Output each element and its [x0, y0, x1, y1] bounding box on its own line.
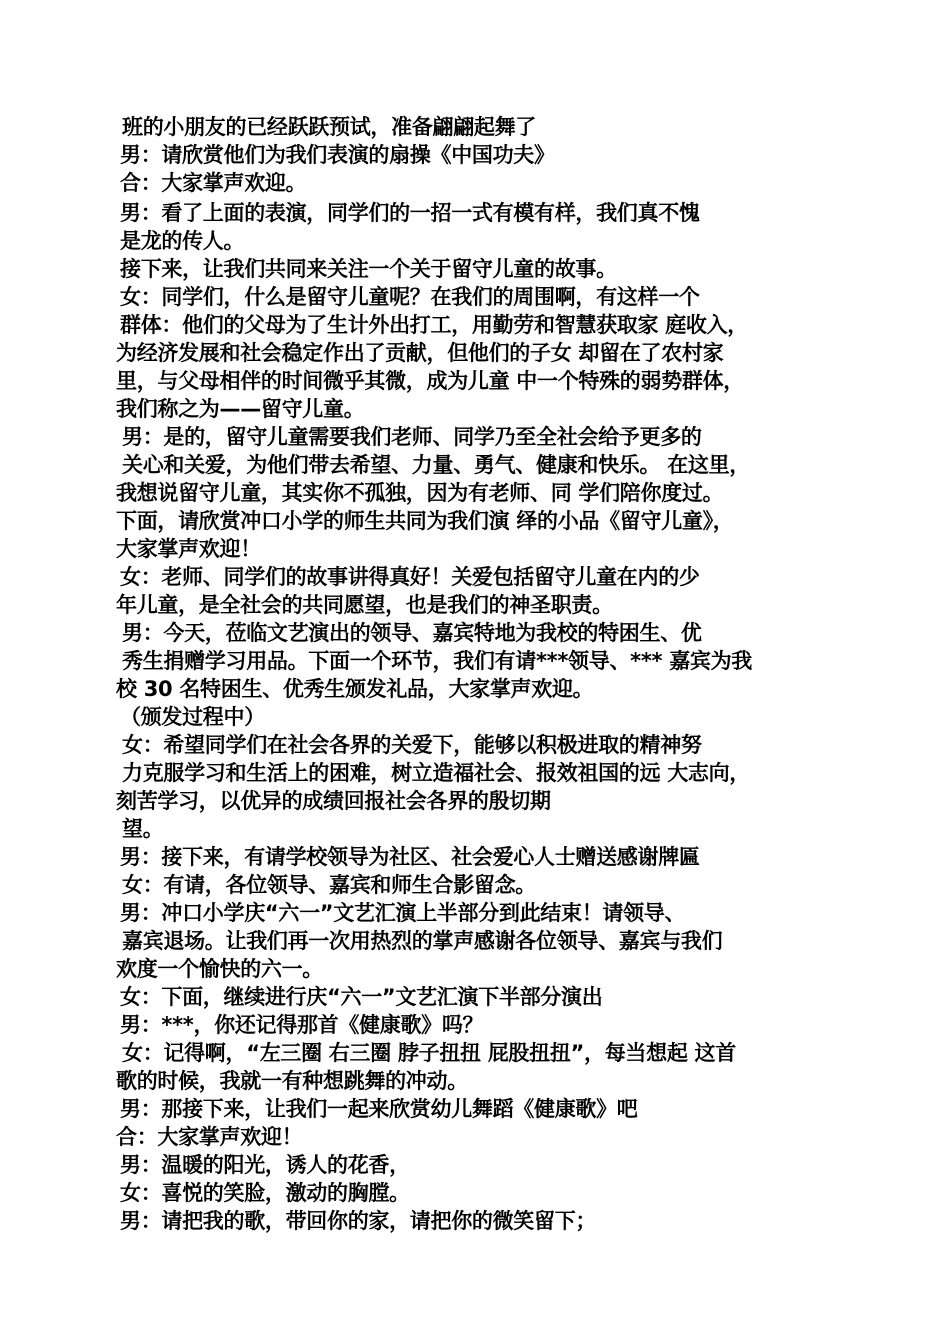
text-line: 下面，请欣赏冲口小学的师生共同为我们演 绎的小品《留守儿童》，	[116, 509, 734, 533]
text-line: 女：同学们，什么是留守儿童呢？在我们的周围啊，有这样一个	[120, 285, 700, 309]
text-line: 里，与父母相伴的时间微乎其微，成为儿童 中一个特殊的弱势群体，	[116, 369, 745, 393]
text-line: 男：那接下来，让我们一起来欣赏幼儿舞蹈《健康歌》吧	[120, 1097, 638, 1121]
text-line: 我想说留守儿童，其实你不孤独，因为有老师、同 学们陪你度过。	[116, 481, 724, 505]
text-line: 女：下面，继续进行庆“六一”文艺汇演下半部分演出	[120, 985, 603, 1009]
text-line: 女：老师、同学们的故事讲得真好！关爱包括留守儿童在内的少	[120, 565, 700, 589]
text-line: 年儿童，是全社会的共同愿望，也是我们的神圣职责。	[116, 593, 613, 617]
text-line: 歌的时候，我就一有种想跳舞的冲动。	[116, 1069, 468, 1093]
text-line: 男：请欣赏他们为我们表演的扇操《中国功夫》	[120, 143, 555, 167]
text-line: 校 30 名特困生、优秀生颁发礼品，大家掌声欢迎。	[116, 677, 594, 701]
text-line: 男：接下来，有请学校领导为社区、社会爱心人士赠送感谢牌匾	[120, 845, 700, 869]
text-line: 大家掌声欢迎！	[116, 537, 261, 561]
text-line: 女：记得啊，“左三圈 右三圈 脖子扭扭 屁股扭扭”，每当想起 这首	[122, 1041, 736, 1065]
text-line: 接下来，让我们共同来关注一个关于留守儿童的故事。	[120, 257, 617, 281]
text-line: 欢度一个愉快的六一。	[116, 957, 323, 981]
text-line: 女：希望同学们在社会各界的关爱下，能够以积极进取的精神努	[122, 733, 702, 757]
text-line: 力克服学习和生活上的困难，树立造福社会、报效祖国的远 大志向，	[122, 761, 751, 785]
text-line: 是龙的传人。	[120, 229, 245, 253]
text-line: 男：请把我的歌，带回你的家，请把你的微笑留下；	[120, 1209, 597, 1233]
text-line: 合：大家掌声欢迎！	[116, 1125, 303, 1149]
text-line: 关心和关爱，为他们带去希望、力量、勇气、健康和快乐。 在这里，	[122, 453, 751, 477]
text-line: 男：***，你还记得那首《健康歌》吗？	[120, 1013, 484, 1037]
text-line: 合：大家掌声欢迎。	[120, 171, 307, 195]
text-line: 男：今天，莅临文艺演出的领导、嘉宾特地为我校的特困生、优	[122, 621, 702, 645]
text-line: 男：是的，留守儿童需要我们老师、同学乃至全社会给予更多的	[122, 425, 702, 449]
text-line: 为经济发展和社会稳定作出了贡献，但他们的子女 却留在了农村家	[116, 341, 724, 365]
text-line: 男：温暖的阳光，诱人的花香，	[120, 1153, 410, 1177]
text-line: 群体：他们的父母为了生计外出打工，用勤劳和智慧获取家 庭收入，	[120, 313, 749, 337]
text-line: 男：冲口小学庆“六一”文艺汇演上半部分到此结束！请领导、	[120, 901, 686, 925]
text-line: 嘉宾退场。让我们再一次用热烈的掌声感谢各位领导、嘉宾与我们	[122, 929, 723, 953]
text-line: 班的小朋友的已经跃跃预试，准备翩翩起舞了	[122, 115, 536, 139]
text-line: 刻苦学习，以优异的成绩回报社会各界的殷切期	[116, 789, 551, 813]
text-line: 望。	[122, 817, 164, 841]
text-line: 女：喜悦的笑脸，激动的胸膛。	[120, 1181, 410, 1205]
text-line: （颁发过程中）	[120, 705, 265, 729]
text-line: 女：有请，各位领导、嘉宾和师生合影留念。	[122, 873, 536, 897]
text-line: 秀生捐赠学习用品。下面一个环节，我们有请***领导、*** 嘉宾为我	[122, 649, 753, 673]
text-line: 我们称之为——留守儿童。	[116, 397, 365, 421]
text-line: 男：看了上面的表演，同学们的一招一式有模有样，我们真不愧	[120, 201, 700, 225]
